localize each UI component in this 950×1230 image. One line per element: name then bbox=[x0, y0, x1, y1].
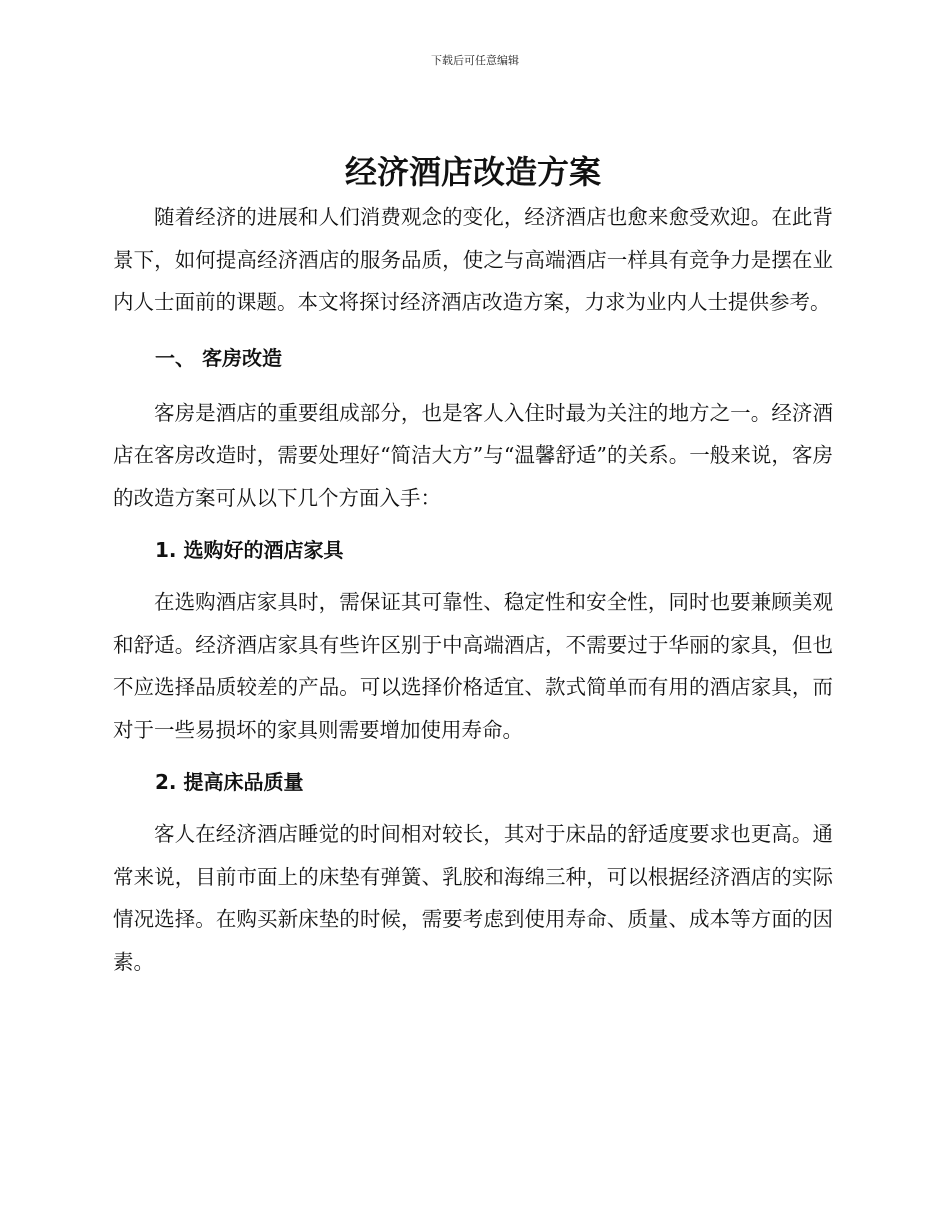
section-intro-paragraph: 客房是酒店的重要组成部分，也是客人入住时最为关注的地方之一。经济酒店在客房改造时，需要处理好“简洁大方”与“温馨舒适”的关系。一般来说，客房的改造方案可从以下几个方面入手： bbox=[113, 400, 833, 510]
furniture-paragraph: 在选购酒店家具时，需保证其可靠性、稳定性和安全性，同时也要兼顾美观和舒适。经济酒店家具有些许区别于中高端酒店，不需要过于华丽的家具，但也不应选择品质较差的产品。可以选择价格适宜、款式简单而有用的酒店家具，而对于一些易损坏的家具则需要增加使用寿命。 bbox=[113, 590, 833, 742]
bedding-paragraph: 客人在经济酒店睡觉的时间相对较长，其对于床品的舒适度要求也更高。通常来说，目前市面上的床垫有弹簧、乳胶和海绵三种，可以根据经济酒店的实际情况选择。在购买新床垫的时候，需要考虑到使用寿命、质量、成本等方面的因素。 bbox=[113, 822, 833, 974]
subsection-heading-furniture: 1. 选购好的酒店家具 bbox=[155, 538, 344, 562]
page-header: 下载后可任意编辑 bbox=[431, 54, 519, 67]
intro-paragraph: 随着经济的进展和人们消费观念的变化，经济酒店也愈来愈受欢迎。在此背景下，如何提高经济酒店的服务品质，使之与高端酒店一样具有竞争力是摆在业内人士面前的课题。本文将探讨经济酒店改造方案，力求为业内人士提供参考。 bbox=[113, 205, 833, 314]
section-heading-room-renovation: 一、 客房改造 bbox=[155, 345, 282, 370]
document-title: 经济酒店改造方案 bbox=[344, 153, 601, 191]
document-body bbox=[113, 148, 833, 983]
subsection-heading-bedding: 2. 提高床品质量 bbox=[155, 770, 304, 794]
